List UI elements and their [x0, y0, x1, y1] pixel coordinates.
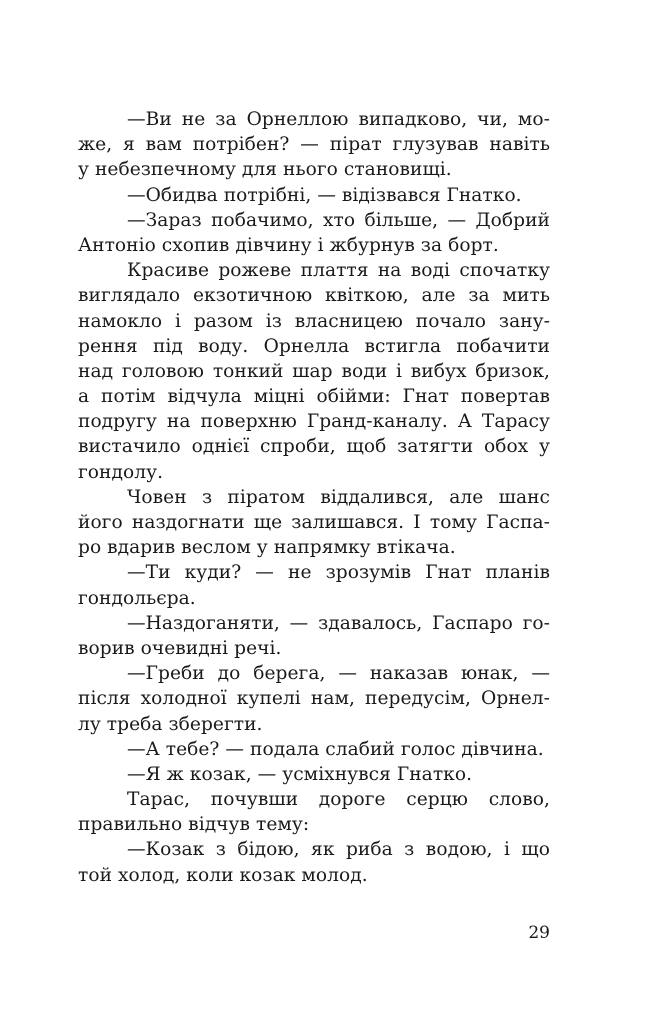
text-line: —Ти куди? — не зрозумів Гнат планів: [127, 562, 550, 584]
text-line: над головою тонкий шар води і вибух бризок,: [78, 360, 550, 382]
text-line: Красиве рожеве плаття на воді спочатку: [127, 260, 550, 282]
text-line: намокло і разом із власницею почало зану-: [78, 310, 550, 332]
text-line: —Зараз побачимо, хто більше, — Добрий: [127, 209, 550, 231]
text-line: —Наздоганяти, — здавалось, Гаспаро го-: [127, 612, 550, 634]
text-line: а потім відчула міцні обійми: Гнат повертав: [78, 386, 550, 408]
page-number: 29: [528, 923, 550, 943]
text-line: же, я вам потрібен? — пірат глузував навіть: [78, 134, 550, 156]
text-line: Тарас, почувши дороге серцю слово,: [127, 789, 550, 811]
text-line: гондольєра.: [78, 587, 196, 609]
text-line: у небезпечному для нього становищі.: [78, 159, 452, 181]
text-line: вистачило однієї спроби, щоб затягти обох у: [78, 436, 550, 458]
text-line: той холод, коли козак молод.: [78, 864, 368, 886]
text-line: —Козак з бідою, як риба з водою, і що: [127, 839, 550, 861]
body-text: [78, 107, 550, 888]
text-line: подругу на поверхню Гранд-каналу. А Тарасу: [78, 411, 550, 433]
text-line: Човен з піратом віддалився, але шанс: [127, 486, 550, 508]
text-line: —Ви не за Орнеллою випадково, чи, мо-: [127, 109, 550, 130]
text-line: —Обидва потрібні, — відізвався Гнатко.: [127, 184, 522, 206]
text-line: гондолу.: [78, 461, 164, 483]
text-line: рення під воду. Орнелла встигла побачити: [78, 335, 550, 357]
text-line: —А тебе? — подала слабий голос дівчина.: [127, 738, 544, 760]
text-line: виглядало екзотичною квіткою, але за мить: [78, 285, 550, 307]
text-line: ро вдарив веслом у напрямку втікача.: [78, 537, 456, 559]
text-line: Антоніо схопив дівчину і жбурнув за борт.: [78, 234, 499, 256]
text-line: після холодної купелі нам, передусім, Орнел-: [78, 688, 550, 710]
text-line: —Греби до берега, — наказав юнак, —: [127, 663, 550, 685]
text-line: правильно відчув тему:: [78, 814, 310, 836]
text-line: ворив очевидні речі.: [78, 637, 282, 659]
text-line: —Я ж козак, — усміхнувся Гнатко.: [127, 763, 473, 785]
text-line: його наздогнати ще залишався. І тому Гаспа-: [78, 512, 550, 533]
text-line: лу треба зберегти.: [78, 713, 263, 735]
